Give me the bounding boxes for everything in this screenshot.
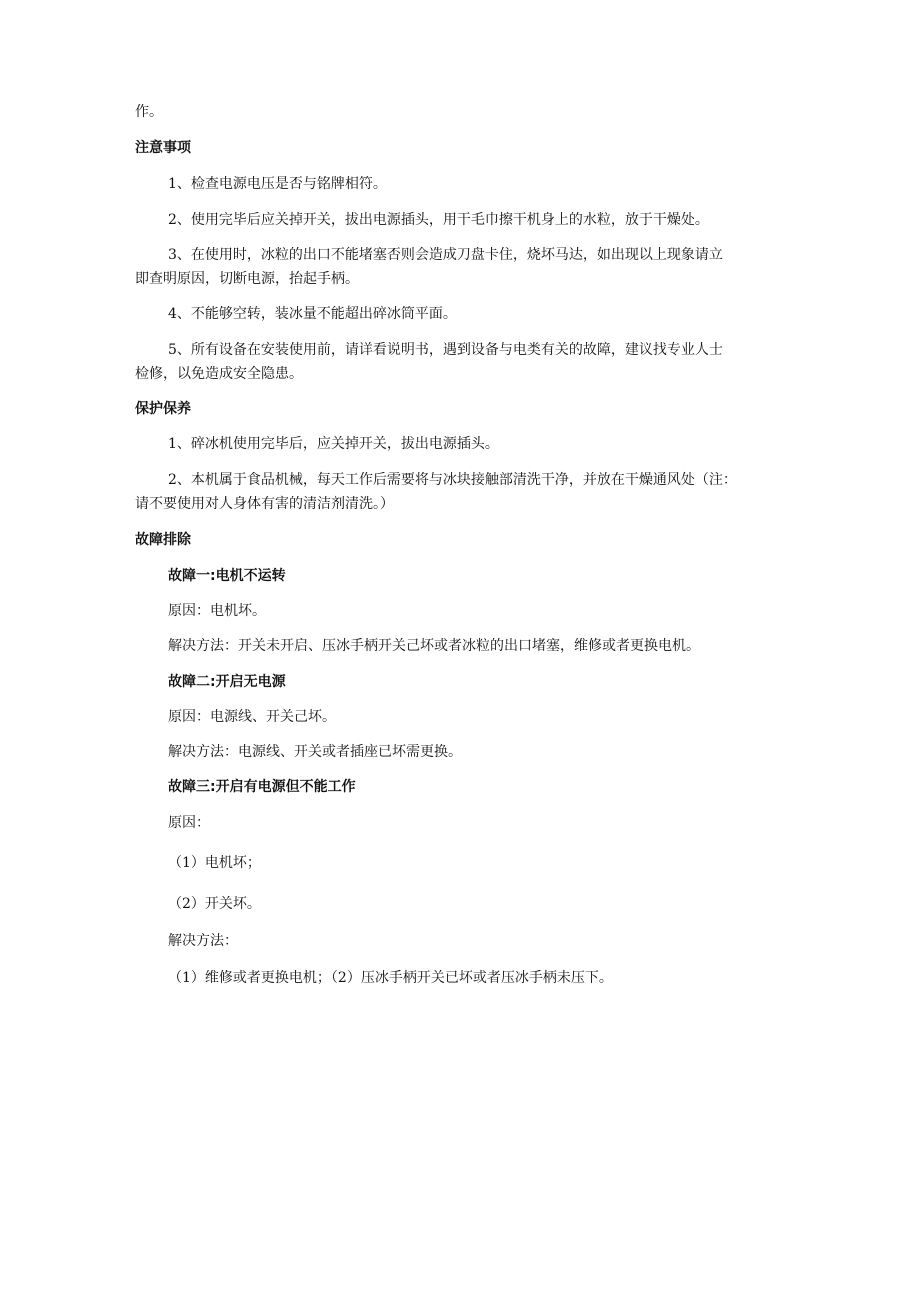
fault-3-solution-label: 解决方法： [168,933,238,949]
note-item-5-line-1: 5、所有设备在安装使用前，请详看说明书，遇到设备与电类有关的故障，建议找专业人士 [168,342,723,358]
fault-1-title: 故障一:电机不运转 [168,568,286,584]
fault-2-solution: 解决方法：电源线、开关或者插座已坏需更换。 [168,744,462,760]
section-heading-notes: 注意事项 [135,140,191,156]
maintenance-item-1: 1、碎冰机使用完毕后，应关掉开关，拔出电源插头。 [168,436,499,452]
fault-3-cause-2: （2）开关坏。 [168,896,261,912]
fault-3-cause-1: （1）电机坏； [168,855,261,871]
fault-3-solution-items: （1）维修或者更换电机；（2）压冰手柄开关已坏或者压冰手柄未压下。 [168,970,613,986]
maintenance-item-2-line-1: 2、本机属于食品机械，每天工作后需要将与冰块接触部清洗干净，并放在干燥通风处（注： [168,472,737,488]
note-item-4: 4、不能够空转，装冰量不能超出碎冰筒平面。 [168,306,457,322]
note-item-5-line-2: 检修，以免造成安全隐患。 [135,366,303,382]
fault-3-title: 故障三:开启有电源但不能工作 [168,779,356,795]
fault-2-cause: 原因：电源线、开关己坏。 [168,709,336,725]
section-heading-maintenance: 保护保养 [135,401,191,417]
fault-1-cause: 原因：电机坏。 [168,603,266,619]
fault-3-cause-label: 原因： [168,815,210,831]
note-item-3-line-1: 3、在使用时，冰粒的出口不能堵塞否则会造成刀盘卡住，烧坏马达，如出现以上现象请立 [168,247,723,263]
note-item-3-line-2: 即查明原因，切断电源，抬起手柄。 [135,271,359,287]
note-item-1: 1、检查电源电压是否与铭牌相符。 [168,176,387,192]
section-heading-troubleshooting: 故障排除 [135,532,191,548]
fault-1-solution: 解决方法：开关未开启、压冰手柄开关己坏或者冰粒的出口堵塞，维修或者更换电机。 [168,638,700,654]
note-item-2: 2、使用完毕后应关掉开关，拔出电源插头，用干毛巾擦干机身上的水粒，放于干燥处。 [168,212,709,228]
maintenance-item-2-line-2: 请不要使用对人身体有害的清洁剂清洗。） [135,496,394,512]
text-line: 作。 [135,104,163,120]
fault-2-title: 故障二:开启无电源 [168,674,286,690]
